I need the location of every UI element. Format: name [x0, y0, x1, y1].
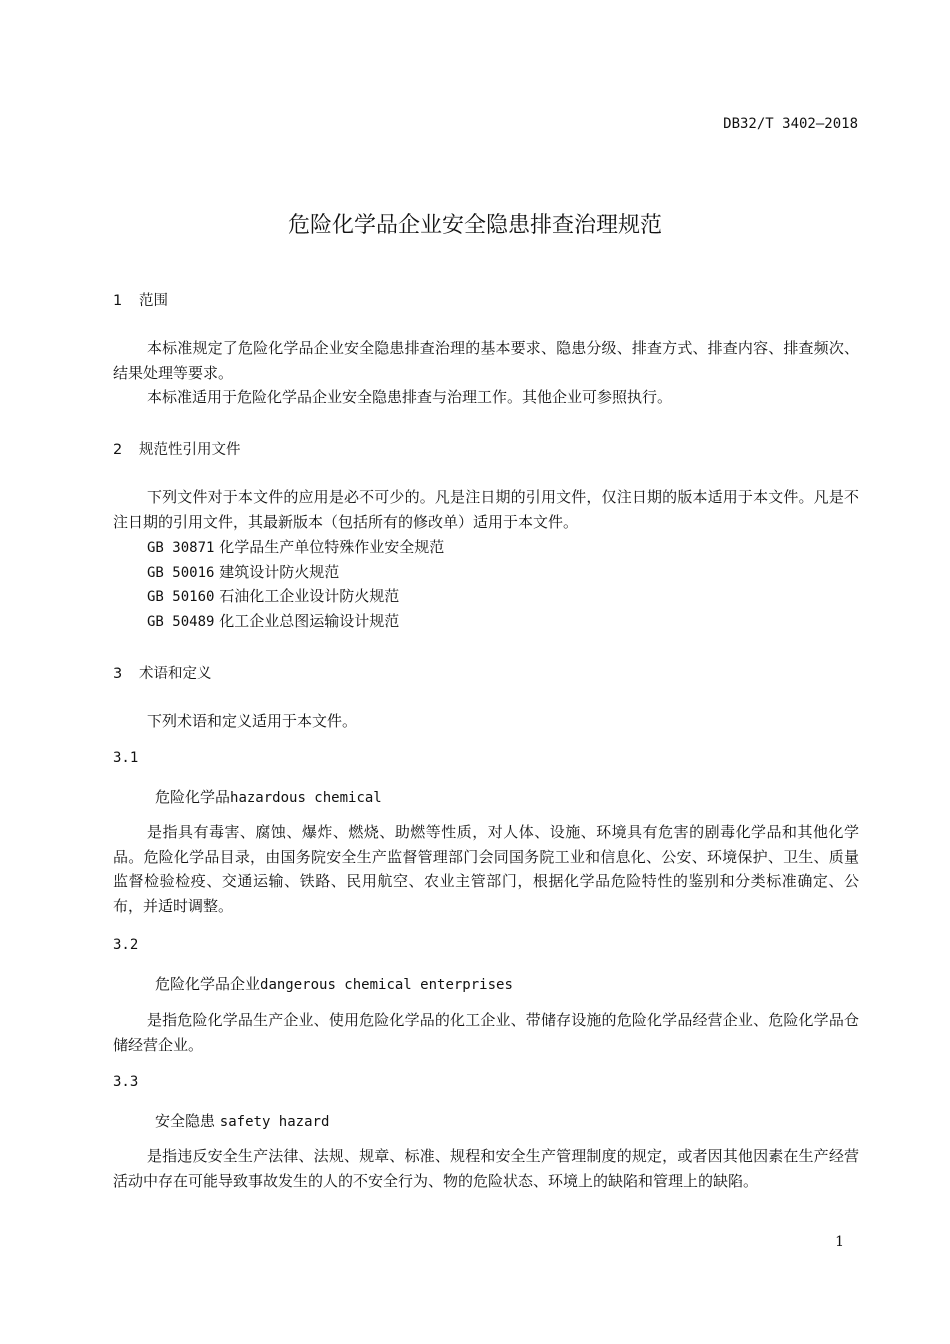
document-title: 危险化学品企业安全隐患排查治理规范: [287, 213, 662, 238]
reference-item: [147, 535, 444, 561]
term-english: dangerous chemical enterprises: [260, 977, 513, 993]
section-title: 规范性引用文件: [139, 442, 241, 458]
reference-title: 建筑设计防火规范: [219, 563, 340, 581]
section-title: 范围: [139, 293, 168, 309]
reference-item: [147, 560, 339, 586]
reference-item: [147, 609, 399, 635]
section-number: 1: [113, 293, 123, 309]
term-chinese: 危险化学品: [155, 788, 231, 806]
reference-title: 化工企业总图运输设计规范: [219, 612, 400, 630]
reference-code: GB 50489: [147, 614, 215, 630]
standard-number: DB32/T 3402—2018: [723, 116, 858, 132]
page-number: 1: [835, 1234, 844, 1250]
reference-code: GB 30871: [147, 540, 215, 556]
section-number: 2: [113, 442, 123, 458]
section-heading-terms-definitions: [113, 662, 212, 683]
reference-code: GB 50016: [147, 565, 215, 581]
term-chinese: 危险化学品企业: [155, 975, 261, 993]
term-entry: [155, 1110, 329, 1131]
term-english: hazardous chemical: [230, 790, 382, 806]
section-heading-scope: [113, 289, 168, 310]
reference-code: GB 50160: [147, 589, 215, 605]
section-heading-normative-references: [113, 438, 241, 459]
paragraph: 下列文件对于本文件的应用是必不可少的。凡是注日期的引用文件，仅注日期的版本适用于本文件。凡是不注日期的引用文件，其最新版本（包括所有的修改单）适用于本文件。: [113, 488, 859, 531]
term-entry: [155, 786, 382, 807]
clause-number: 3.1: [113, 750, 139, 766]
reference-title: 石油化工企业设计防火规范: [219, 587, 400, 605]
term-english: safety hazard: [219, 1114, 330, 1130]
clause-number: 3.3: [113, 1074, 139, 1090]
term-definition: 是指危险化学品生产企业、使用危险化学品的化工企业、带储存设施的危险化学品经营企业、危险化学品仓储经营企业。: [113, 1011, 859, 1054]
term-definition: 是指违反安全生产法律、法规、规章、标准、规程和安全生产管理制度的规定，或者因其他因素在生产经营活动中存在可能导致事故发生的人的不安全行为、物的危险状态、环境上的缺陷和管理上的缺陷。: [113, 1147, 859, 1190]
reference-title: 化学品生产单位特殊作业安全规范: [219, 538, 445, 556]
reference-item: [147, 584, 399, 610]
paragraph: 下列术语和定义适用于本文件。: [147, 712, 358, 730]
term-chinese: 安全隐患: [155, 1112, 216, 1130]
paragraph: 本标准规定了危险化学品企业安全隐患排查治理的基本要求、隐患分级、排查方式、排查内容、排查频次、结果处理等要求。: [113, 339, 859, 382]
clause-number: 3.2: [113, 937, 139, 953]
section-title: 术语和定义: [139, 666, 212, 682]
term-definition: 是指具有毒害、腐蚀、爆炸、燃烧、助燃等性质，对人体、设施、环境具有危害的剧毒化学品和其他化学品。危险化学品目录，由国务院安全生产监督管理部门会同国务院工业和信息化、公安、环境保护、卫生、质量监督检验检疫、交通运输、铁路、民用航空、农业主管部门，根据化学品危险特性的鉴别和分类标准确定、公布，并适时调整。: [113, 823, 859, 915]
term-entry: [155, 973, 513, 994]
section-number: 3: [113, 666, 123, 682]
paragraph: 本标准适用于危险化学品企业安全隐患排查与治理工作。其他企业可参照执行。: [147, 388, 673, 406]
